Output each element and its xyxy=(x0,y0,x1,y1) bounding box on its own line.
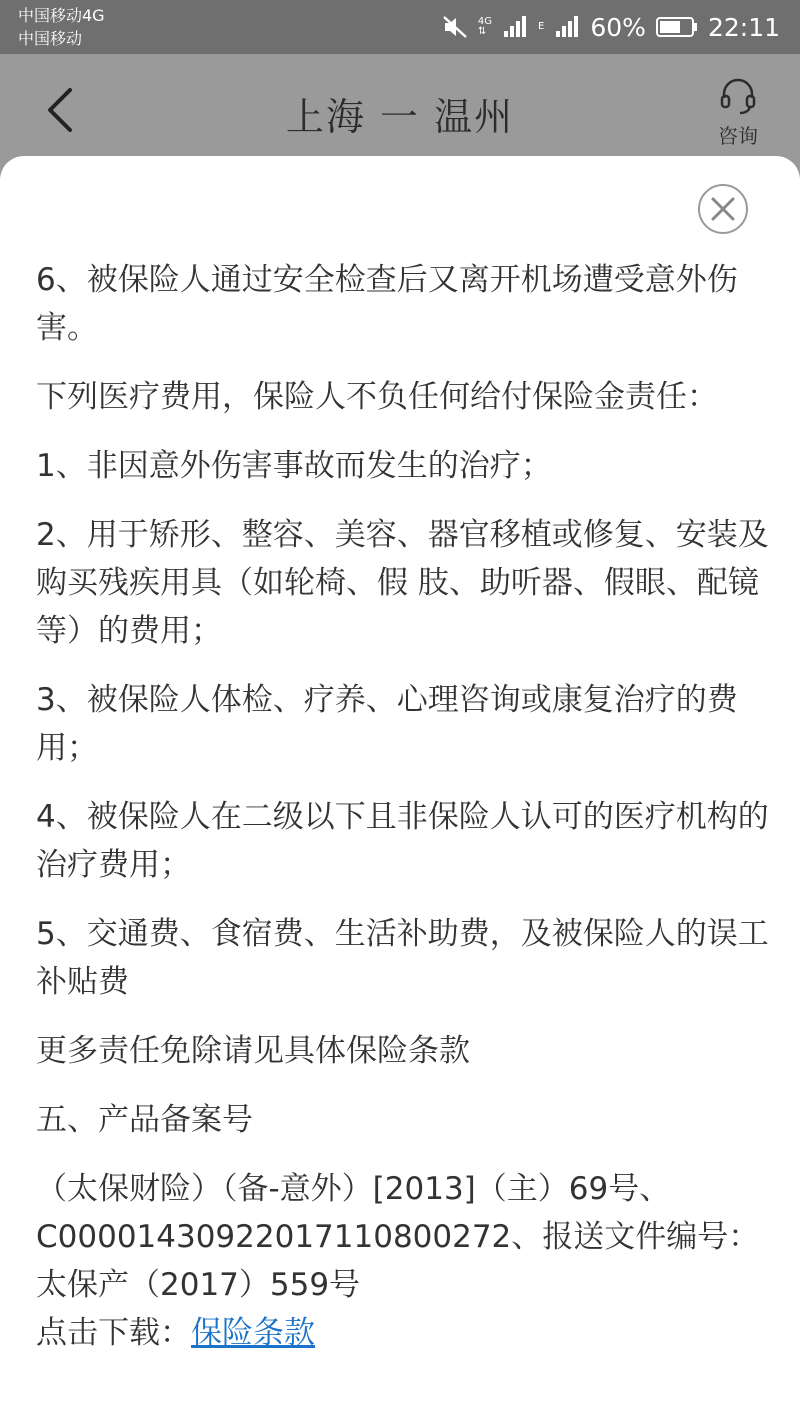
network-4g-indicator xyxy=(478,17,492,37)
network-4g-label: 4G xyxy=(477,16,493,27)
close-icon xyxy=(700,186,746,232)
page-title: 上海 一 温州 xyxy=(285,95,515,139)
download-prefix: 点击下载： xyxy=(36,1315,191,1351)
terms-paragraph: 下列医疗费用，保险人不负任何给付保险金责任： xyxy=(36,379,718,415)
network-e-indicator xyxy=(538,22,544,32)
clock: 22:11 xyxy=(707,12,780,42)
status-icons xyxy=(442,9,780,45)
terms-paragraph: 5、交通费、食宿费、生活补助费，及被保险人的误工补贴费 xyxy=(36,916,769,1000)
consult-button[interactable] xyxy=(706,76,770,149)
terms-paragraph: 更多责任免除请见具体保险条款 xyxy=(36,1033,470,1069)
mute-icon xyxy=(442,14,468,40)
network-e-label: E xyxy=(538,21,545,32)
signal-icon xyxy=(554,15,580,39)
status-bar xyxy=(0,0,800,54)
data-arrows-icon: ⇅ xyxy=(477,26,487,37)
carrier-secondary: 中国移动 xyxy=(18,29,83,48)
section-heading: 五、产品备案号 xyxy=(36,1102,253,1138)
headset-icon xyxy=(718,76,758,116)
download-row xyxy=(36,1309,774,1357)
back-button[interactable] xyxy=(38,84,84,136)
terms-paragraph: 6、被保险人通过安全检查后又离开机场遭受意外伤害。 xyxy=(36,262,738,346)
battery-icon xyxy=(656,16,698,38)
carrier-info xyxy=(18,4,105,50)
close-button[interactable] xyxy=(698,184,748,234)
insurance-terms-sheet xyxy=(0,156,800,1422)
terms-content xyxy=(36,256,774,1357)
terms-paragraph: 3、被保险人体检、疗养、心理咨询或康复治疗的费用； xyxy=(36,682,738,766)
terms-paragraph: 1、非因意外伤害事故而发生的治疗； xyxy=(36,448,552,484)
carrier-primary: 中国移动4G xyxy=(18,6,105,25)
insurance-terms-link[interactable]: 保险条款 xyxy=(191,1315,315,1351)
chevron-left-icon xyxy=(38,84,84,136)
battery-percent: 60% xyxy=(590,12,646,42)
signal-icon xyxy=(502,15,528,39)
consult-label: 咨询 xyxy=(718,124,758,148)
terms-paragraph: 4、被保险人在二级以下且非保险人认可的医疗机构的治疗费用； xyxy=(36,799,769,883)
terms-paragraph: 2、用于矫形、整容、美容、器官移植或修复、安装及购买残疾用具（如轮椅、假 肢、助听器、假眼、配镜等）的费用； xyxy=(36,517,769,649)
filing-number: （太保财险）（备-意外）[2013]（主）69号、C00001430922017110800272、报送文件编号：太保产（2017）559号 xyxy=(36,1171,760,1303)
